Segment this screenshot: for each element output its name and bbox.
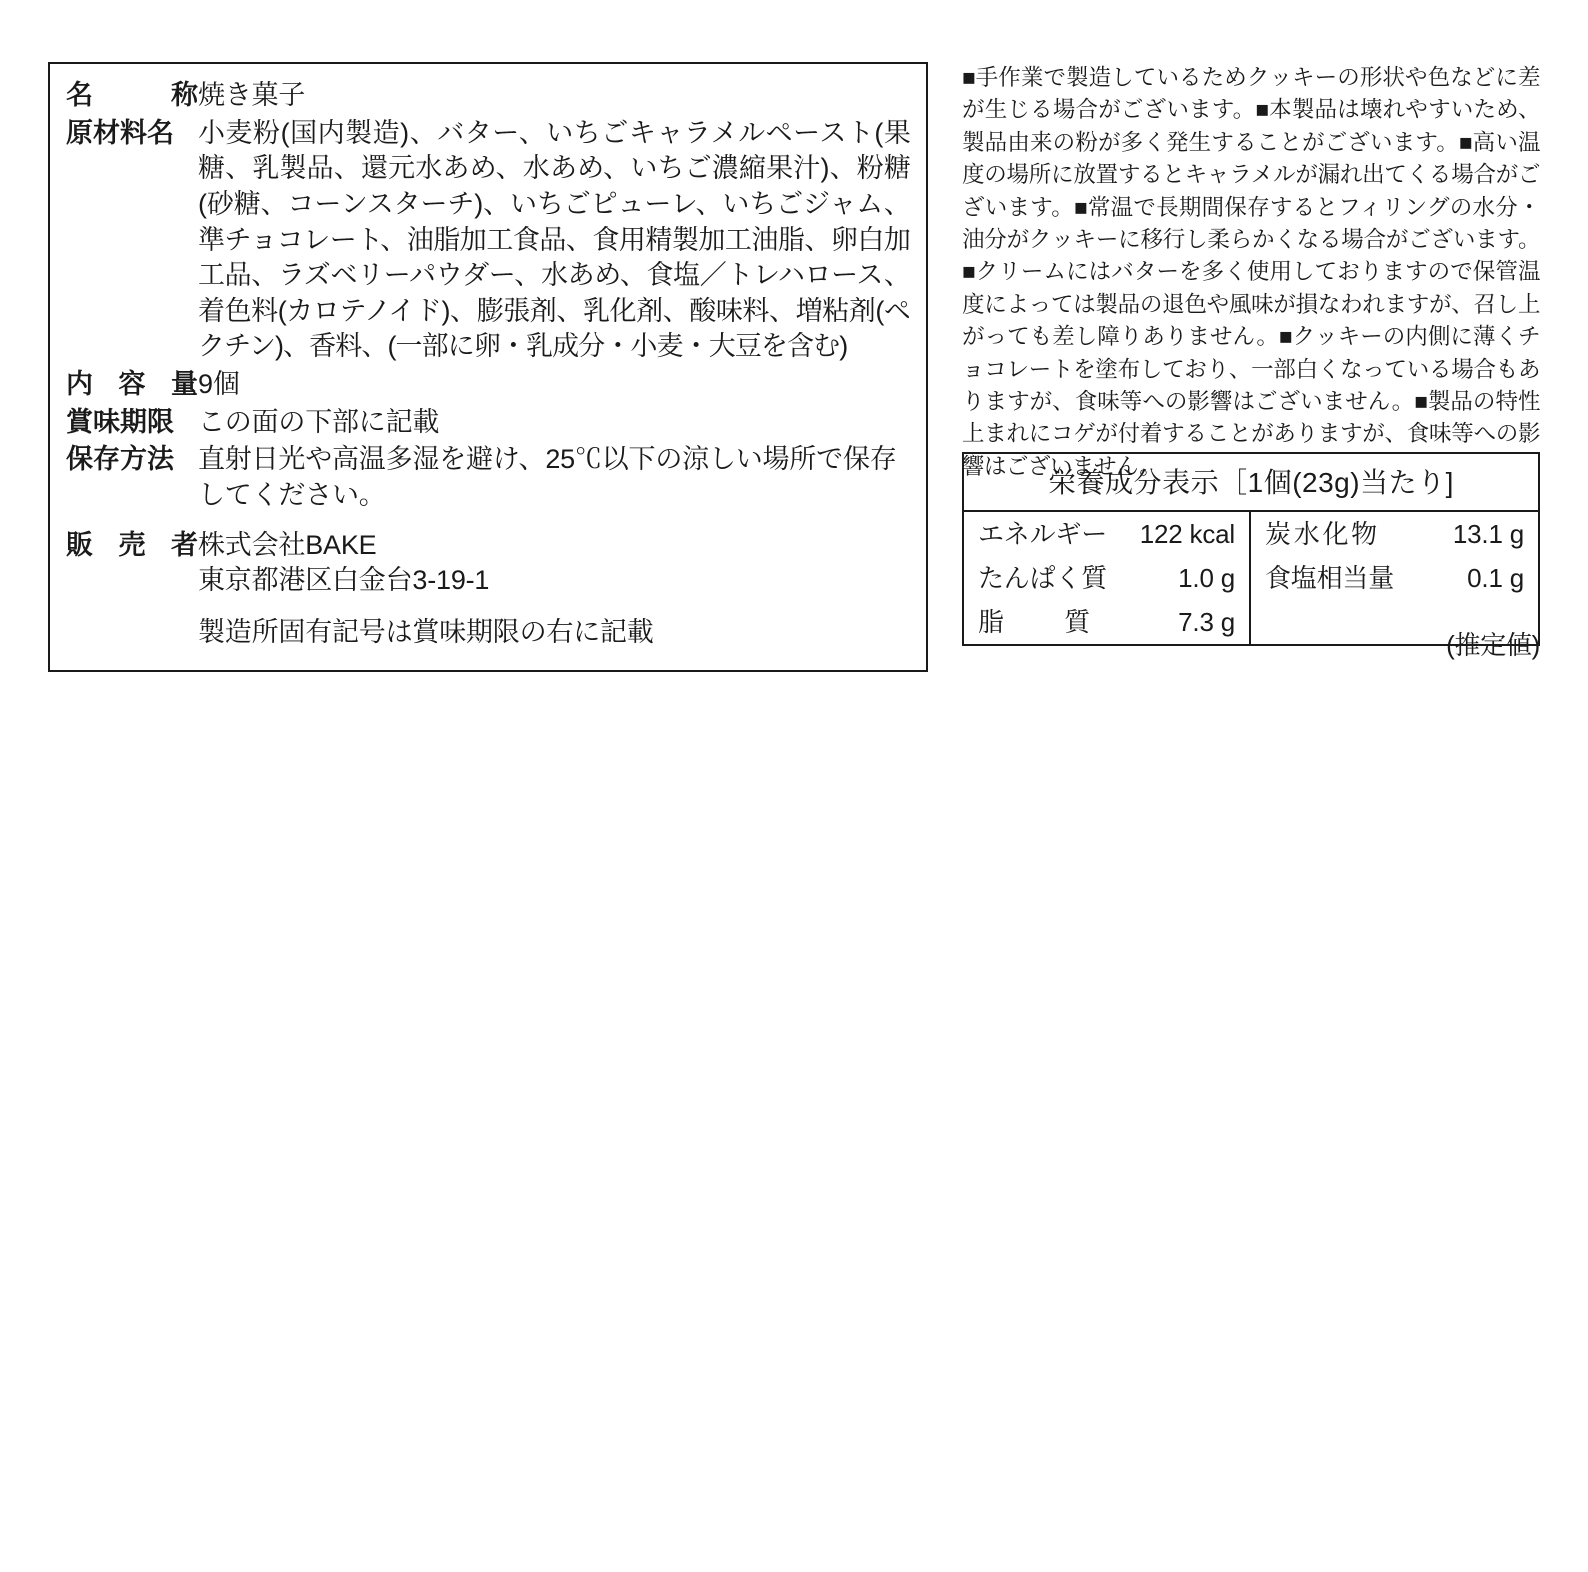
label-value-quantity: 9個 [198,369,240,399]
label-value-name: 焼き菓子 [198,80,306,110]
nutrition-value-salt: 0.1 g [1467,563,1524,593]
nutrition-row-carbohydrate [1251,512,1538,556]
product-label-box [48,62,928,672]
label-row-quantity [66,367,910,403]
label-value-storage: 直射日光や高温多湿を避け、25℃以下の涼しい場所で保存してください。 [198,444,897,510]
label-value-ingredients: 小麦粉(国内製造)、バター、いちごキャラメルペースト(果糖、乳製品、還元水あめ、水あめ、いちご濃縮果汁)、粉糖(砂糖、コーンスターチ)、いちごピューレ、いちごジャム、準チョコレート、油脂加工食品、食用精製加工油脂、卵白加工品、ラズベリーパウダー、水あめ、食塩／トレハロース、着色料(カロテノイド)、膨張剤、乳化剤、酸味料、増粘剤(ペクチン)、香料、(一部に卵・乳成分・小麦・大豆を含む) [198,117,910,362]
nutrition-label-energy: エネルギー [978,519,1108,549]
label-value-best-before: この面の下部に記載 [198,406,440,437]
label-value-seller [198,528,910,651]
nutrition-row-protein [964,556,1249,600]
label-row-storage [66,442,910,513]
nutrition-table [962,452,1540,646]
label-row-best-before [66,405,910,441]
label-key-ingredients: 原材料名 [66,117,174,148]
nutrition-value-protein: 1.0 g [1178,563,1235,593]
nutrition-label-salt: 食塩相当量 [1265,563,1395,593]
seller-address: 東京都港区白金台3-19-1 [198,565,490,596]
label-row-ingredients [66,116,910,365]
nutrition-row-salt [1251,556,1538,600]
nutrition-value-fat: 7.3 g [1178,607,1235,637]
label-key-name: 名 称 [66,80,198,110]
nutrition-label-protein: たんぱく質 [978,563,1108,593]
nutrition-label-fat: 脂 質 [978,607,1090,637]
label-row-seller [66,528,910,651]
label-key-storage: 保存方法 [66,444,174,475]
product-notes: ■手作業で製造しているためクッキーの形状や色などに差が生じる場合がございます。■本製品は壊れやすいため、製品由来の粉が多く発生することがございます。■高い温度の場所に放置するとキャラメルが漏れ出てくる場合がございます。■常温で長期間保存するとフィリングの水分・油分がクッキーに移行し柔らかくなる場合がございます。■クリームにはバターを多く使用しておりますので保管温度によっては製品の退色や風味が損なわれますが、召し上がっても差し障りありません。■クッキーの内側に薄くチョコレートを塗布しており、一部白くなっている場合もありますが、食味等への影響はございません。■製品の特性上まれにコゲが付着することがありますが、食味等への影響はございません。 [962,65,1540,479]
nutrition-label-carbohydrate: 炭 水 化 物 [1265,519,1377,549]
manufacturer-code-note: 製造所固有記号は賞味期限の右に記載 [198,616,654,647]
nutrition-value-carbohydrate: 13.1 g [1452,519,1524,549]
nutrition-row-energy [964,512,1249,556]
seller-company: 株式会社BAKE [198,529,377,560]
label-key-best-before: 賞味期限 [66,406,174,437]
nutrition-title: 栄養成分表示［1個(23g)当たり] [964,454,1538,512]
nutrition-footnote: (推定値) [1446,630,1540,660]
label-key-quantity: 内 容 量 [66,369,198,399]
nutrition-value-energy: 122 kcal [1139,519,1235,549]
label-key-seller: 販 売 者 [66,529,198,560]
label-row-name [66,78,910,114]
